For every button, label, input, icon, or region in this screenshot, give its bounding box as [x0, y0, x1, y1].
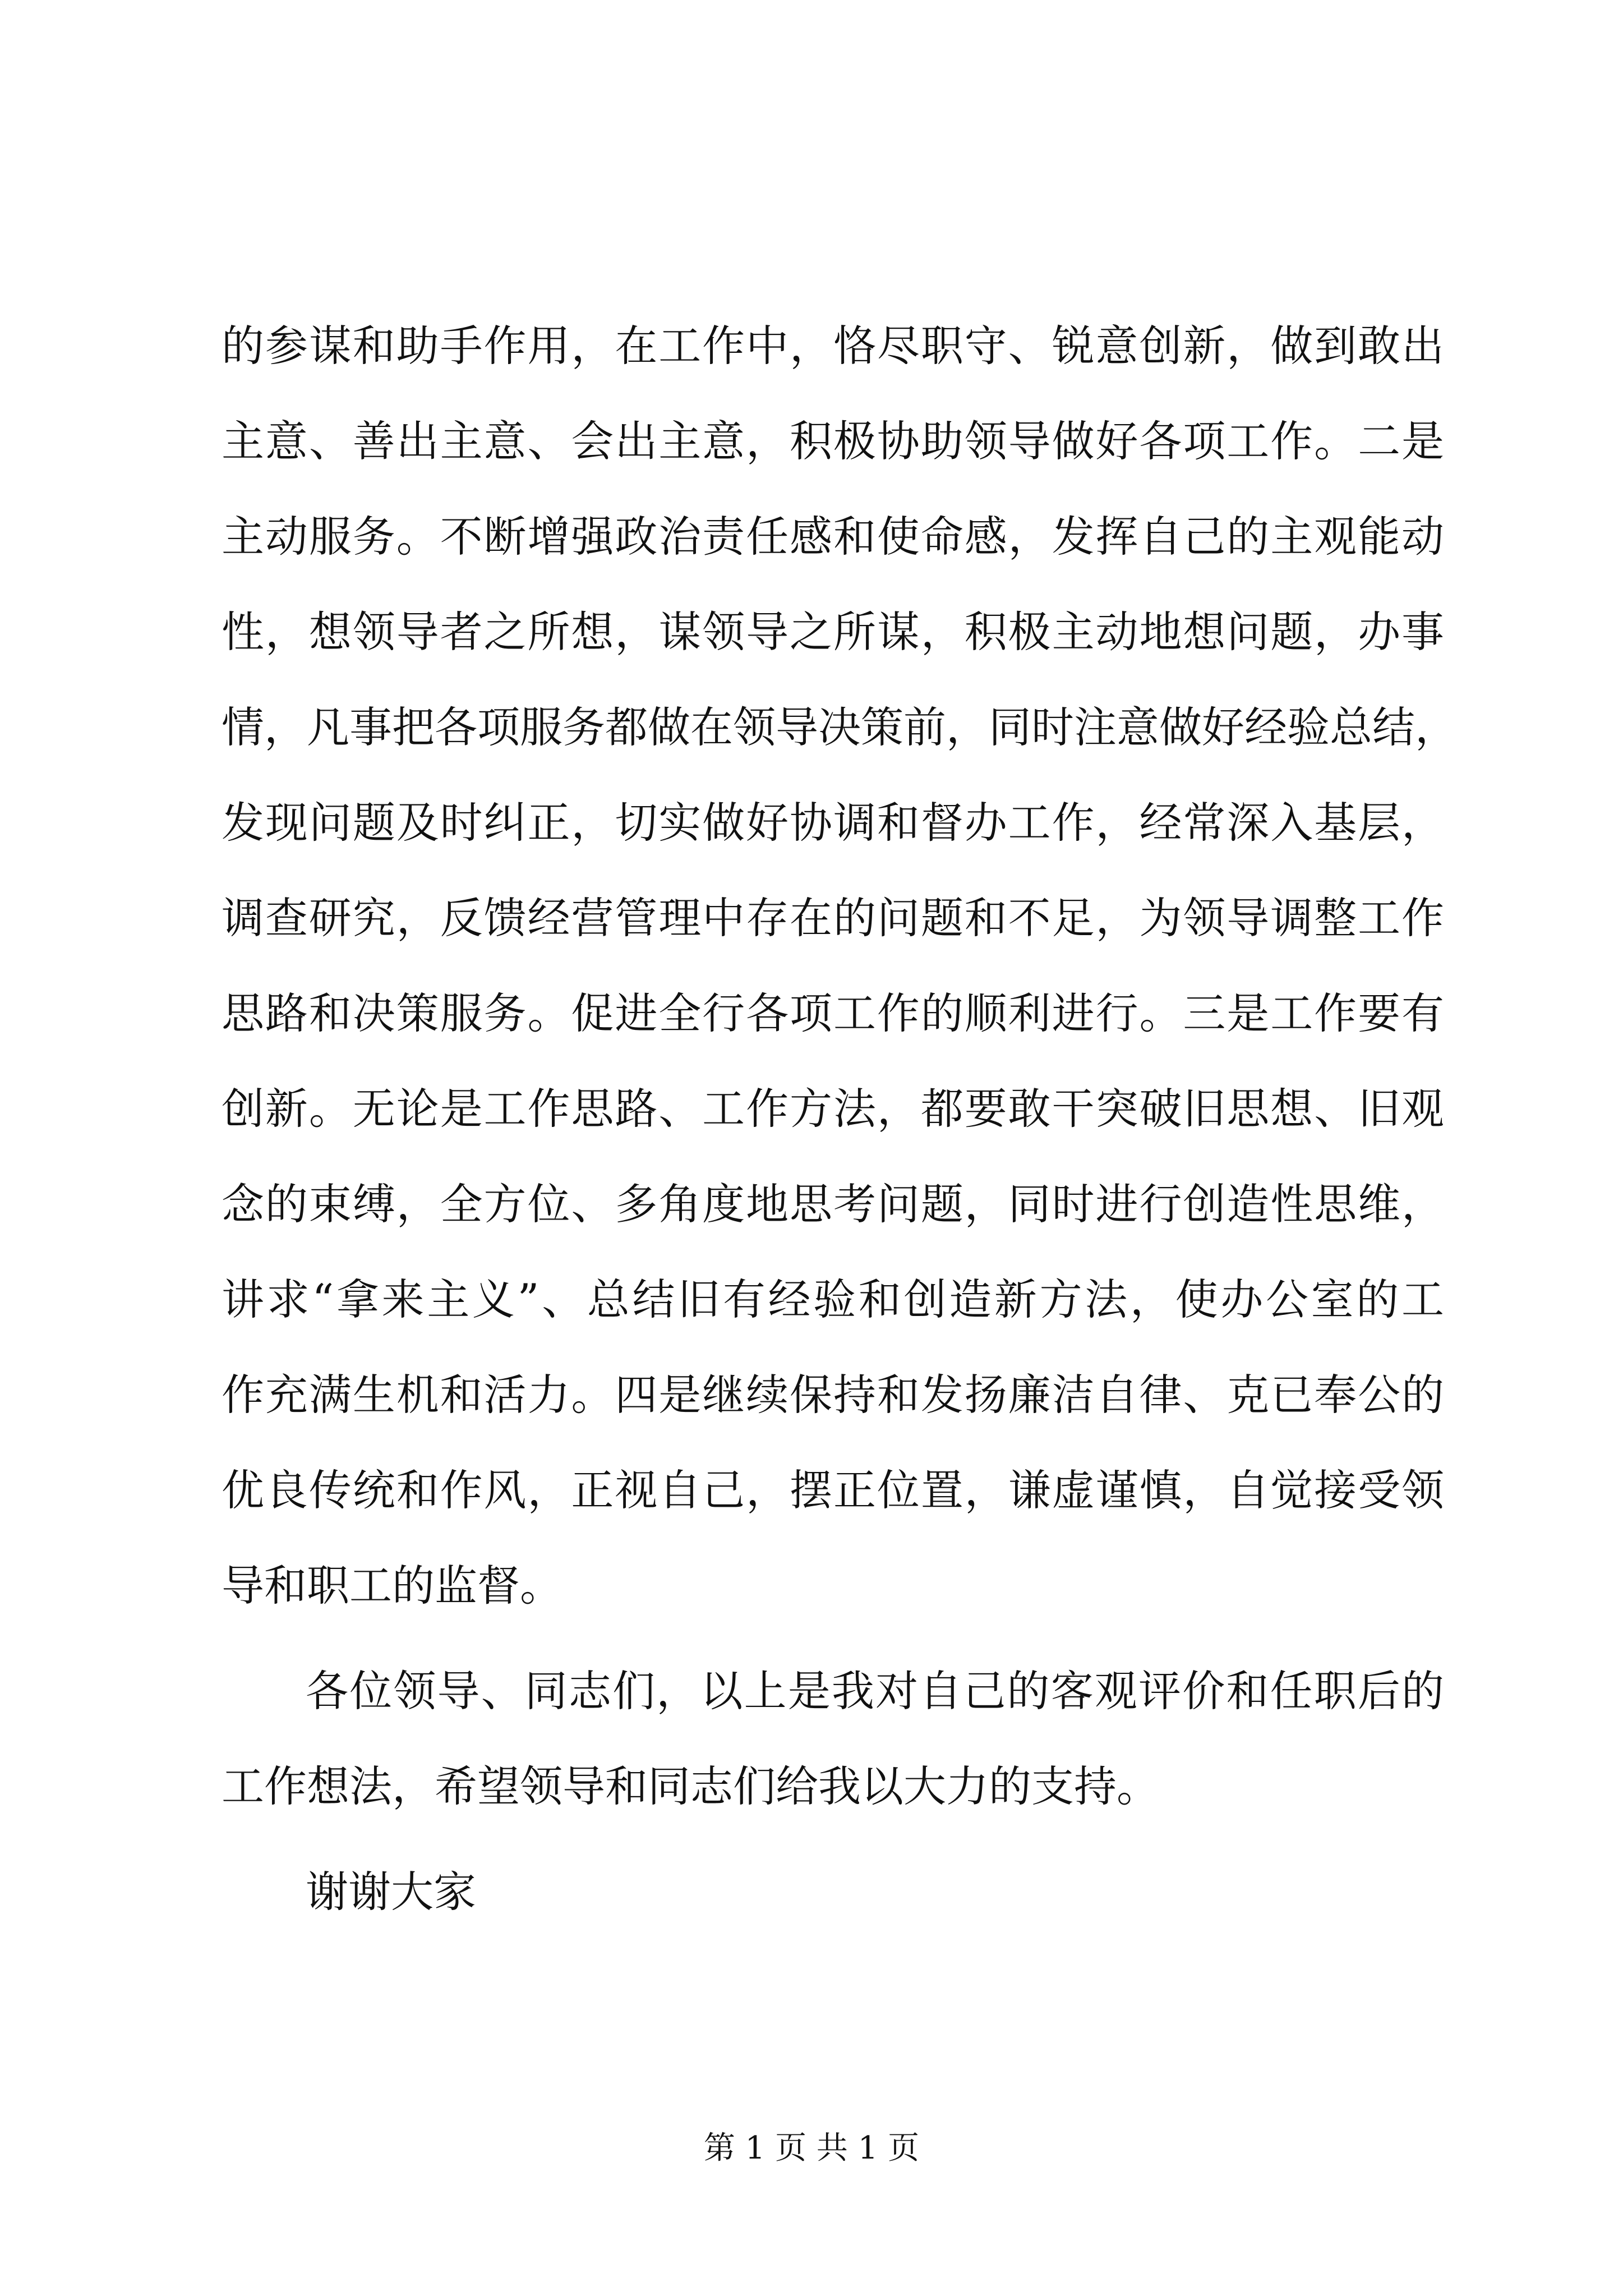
text-line: 讲求“拿来主义”、总结旧有经验和创造新方法，使办公室的工 — [222, 1274, 1444, 1324]
text-line: 性，想领导者之所想，谋领导之所谋，积极主动地想问题，办事 — [222, 607, 1444, 657]
text-line: 调查研究，反馈经营管理中存在的问题和不足，为领导调整工作 — [222, 893, 1444, 943]
paragraph-2 — [222, 1644, 1444, 1834]
paragraph-1 — [222, 298, 1458, 1634]
page-footer — [0, 2129, 1623, 2168]
text-line: 主动服务。不断增强政治责任感和使命感，发挥自己的主观能动 — [222, 512, 1444, 562]
paragraph-spacer — [222, 1834, 1444, 1844]
text-line: 思路和决策服务。促进全行各项工作的顺利进行。三是工作要有 — [222, 988, 1444, 1038]
paragraph-spacer — [222, 1634, 1444, 1644]
text-line: 作充满生机和活力。四是继续保持和发扬廉洁自律、克已奉公的 — [222, 1370, 1444, 1420]
text-line: 发现问题及时纠正，切实做好协调和督办工作，经常深入基层， — [222, 798, 1444, 848]
text-line: 导和职工的监督。 — [222, 1561, 562, 1611]
text-line: 创新。无论是工作思路、工作方法，都要敢干突破旧思想、旧观 — [222, 1084, 1444, 1134]
document-body — [222, 298, 1458, 1940]
text-line: 优良传统和作风，正视自己，摆正位置，谦虚谨慎，自觉接受领 — [222, 1465, 1444, 1515]
text-line: 念的束缚，全方位、多角度地思考问题，同时进行创造性思维， — [222, 1179, 1444, 1229]
text-line: 的参谋和助手作用，在工作中，恪尽职守、锐意创新，做到敢出 — [222, 321, 1444, 371]
page-number: 第 1 页 共 1 页 — [703, 2130, 920, 2166]
text-line: 情，凡事把各项服务都做在领导决策前，同时注意做好经验总结， — [222, 702, 1458, 752]
text-line: 工作想法，希望领导和同志们给我以大力的支持。 — [222, 1761, 1159, 1811]
closing-line: 谢谢大家 — [306, 1867, 476, 1917]
text-line: 各位领导、同志们，以上是我对自己的客观评价和任职后的 — [306, 1666, 1444, 1716]
text-line: 主意、善出主意、会出主意，积极协助领导做好各项工作。二是 — [222, 416, 1444, 466]
